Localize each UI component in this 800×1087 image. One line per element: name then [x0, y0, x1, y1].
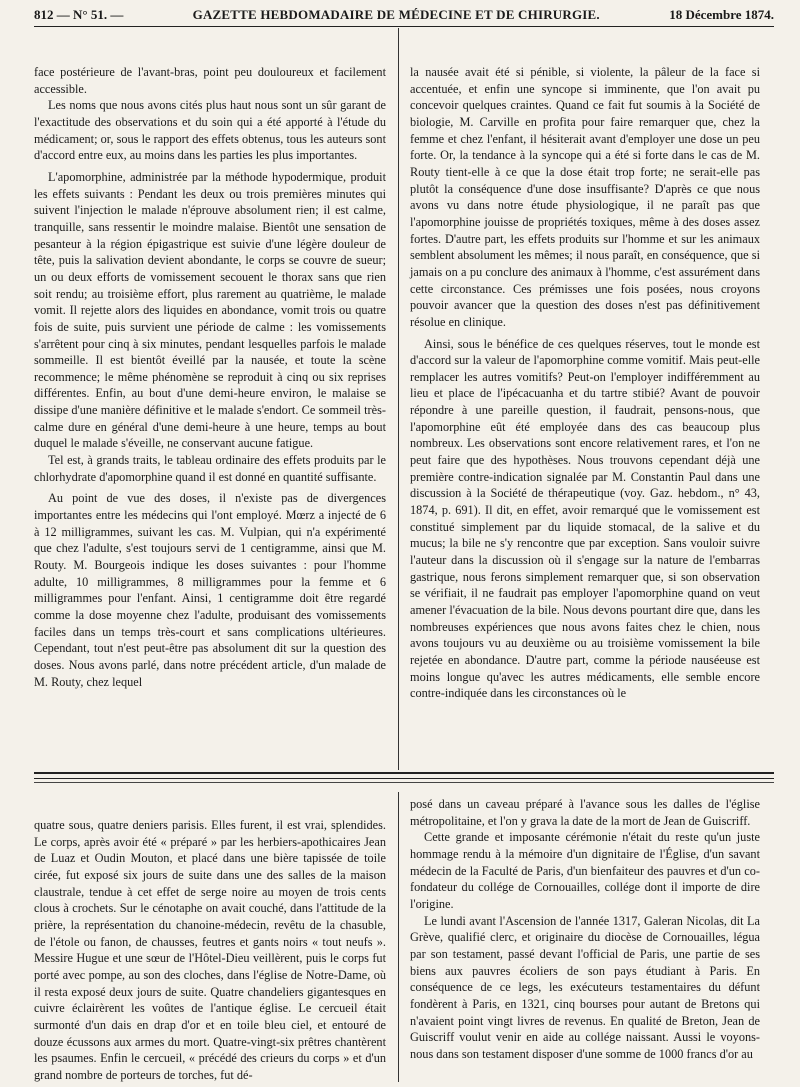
issue-date: 18 Décembre 1874.: [669, 7, 774, 22]
section-rule: [34, 778, 774, 779]
paragraph: Le lundi avant l'Ascension de l'année 1317, Galeran Nicolas, dit La Grève, qualifié clerc, et originaire du diocèse de Cornouailles, légua par son testament, passé devant l'official de Paris, une partie de ses biens aux pauvres écoliers de son pays étudiant à Paris. En conséquence de ce legs, les exécuteurs testamentaires du défunt fondèrent à Paris, en 1321, cinq bourses pour autant de Bretons qui n'avaient point vingt livres de revenus. En qualité de Breton, Jean de Guiscriff voulut venir en aide au collége naissant. Aussi le voyons-nous dans son testament disposer d'une somme de 1000 francs d'or au: [410, 913, 760, 1061]
paragraph: Les noms que nous avons cités plus haut nous sont un sûr garant de l'exactitude des observations et du soin qui a été apporté à l'étude du médicament; or, sous le rapport des effets obtenus, tous les auteurs sont d'accord entre eux, au moins dans les parties les plus importantes.: [34, 98, 386, 163]
paragraph: Tel est, à grands traits, le tableau ordinaire des effets produits par le chlorhydrate d'apomorphine quand il est donné en quantité suffisante.: [34, 453, 386, 484]
column-divider: [398, 792, 399, 1082]
paragraph: face postérieure de l'avant-bras, point peu douloureux et facilement accessible.: [34, 65, 386, 96]
paragraph: Cette grande et imposante cérémonie n'était du reste qu'un juste hommage rendu à la mémoire d'un dignitaire de l'Église, d'un savant médecin de la Faculté de Paris, d'un bienfaiteur des pauvres et d'un co-fondateur du collége de Cornouailles, collége dont il importe de dire l'origine.: [410, 830, 760, 911]
journal-title: GAZETTE HEBDOMADAIRE DE MÉDECINE ET DE CHIRURGIE.: [192, 7, 600, 22]
page-number: 812 — N° 51. —: [34, 7, 124, 22]
column-top-right: [410, 64, 760, 702]
column-bottom-left: [34, 817, 386, 1084]
column-bottom-right: [410, 796, 760, 1063]
paragraph: la nausée avait été si pénible, si violente, la pâleur de la face si accentuée, et enfin une syncope si imminente, que l'on avait pu concevoir quelques craintes. Quand ce fait fut soumis à la Société de biologie, M. Carville en profita pour faire remarquer que, chez la femme et chez l'enfant, il hésiterait avant d'employer une dose un peu forte. Or, la tendance à la syncope qui a été si forte dans le cas de M. Routy tient-elle à ce que la dose était trop forte; ne serait-elle pas plutôt la conséquence d'une dose insuffisante? D'après ce que nous avons vu dans notre étude physiologique, il ne paraît pas que l'apomorphine jouisse de propriétés toxiques, même à des doses assez fortes. D'autre part, les effets produits sur l'homme et sur les animaux semblent absolument les mêmes; il nous paraît, en conséquence, que si jamais on a pu conclure des animaux à l'homme, c'est assurément dans cette circonstance. Ces prémisses une fois posées, nous croyons pouvoir avancer que la question des doses n'est pas définitivement résolue en clinique.: [410, 65, 760, 329]
column-divider: [398, 28, 399, 770]
section-rule: [34, 782, 774, 783]
page-header: [34, 4, 774, 27]
paragraph: Au point de vue des doses, il n'existe pas de divergences importantes entre les médecins qui l'ont employé. Mœrz a injecté de 6 à 12 milligrammes, suivant les cas. M. Vulpian, qui n'a expérimenté que chez l'adulte, s'est toujours servi de 1 centigramme, ainsi que M. Routy. M. Bourgeois indique les doses suivantes : pour l'homme adulte, 10 milligrammes, 8 milligrammes pour la femme et 6 milligrammes pour l'enfant. Ainsi, 1 centigramme doit être regardé comme la dose moyenne chez l'adulte, produisant des vomissements faciles dans un temps très-court et sans complications ultérieures. Cependant, tout n'est peut-être pas absolument dit sur la question des doses. Nous avons parlé, dans notre précédent article, d'un malade de M. Routy, chez lequel: [34, 491, 386, 689]
column-top-left: [34, 64, 386, 690]
section-rule: [34, 772, 774, 774]
paragraph: Ainsi, sous le bénéfice de ces quelques réserves, tout le monde est d'accord sur la valeur de l'apomorphine comme vomitif. Mais peut-elle remplacer les autres vomitifs? Peut-on l'employer indifféremment au lieu et place de l'ipécacuanha et du tartre stibié? Avant de pouvoir répondre à une pareille question, il faudrait, pensons-nous, que l'apomorphine eût été employée dans des cas beaucoup plus nombreux. Les observations sont encore relativement rares, et l'on ne peut faire que des hypothèses. Nous trouvons cependant déjà une première contre-indication signalée par M. Constantin Paul dans une discussion à la Société de thérapeutique (voy. Gaz. hebdom., n° 43, 1874, p. 691). Il dit, en effet, avoir remarqué que le vomissement est constitué simplement par du liquide stomacal, de la salive et du mucus; la bile ne s'y rencontre que par exception. Sans vouloir suivre l'auteur dans la discussion où il s'engage sur la nature de l'embarras gastrique, nous ferons simplement remarquer que, si son observation se vérifiait, il ne faudrait pas employer l'apomorphine quand on veut amener l'évacuation de la bile. Nous devons pourtant dire que, dans les nombreuses expériences que nous avons faites chez le chien, nous avons toujours vu au deuxième ou au troisième vomissement la bile rejetée en abondance. D'autre part, comme la période nauséeuse est moins longue qu'avec les autres médicaments, elle semble encore contre-indiquée dans les circonstances où le: [410, 336, 760, 701]
paragraph: posé dans un caveau préparé à l'avance sous les dalles de l'église métropolitaine, et l'on y grava la date de la mort de Jean de Guiscriff.: [410, 797, 760, 828]
paragraph: quatre sous, quatre deniers parisis. Elles furent, il est vrai, splendides. Le corps, après avoir été « préparé » par les herbiers-apothicaires Jean de Luaz et Oudin Mouton, et placé dans une bière tapissée de toile cirée, fut exposé six jours de suite dans une des salles de la maison claustrale, tendue à cet effet de serge noire au moyen de trois cents clous à crochets. Sur le cénotaphe on avait couché, dans l'attitude de la prière, la représentation du chanoine-médecin, revêtu de la chasuble, de l'étole ou fanon, de chausses, feutres et gants noirs « tout neufs ». Messire Hugue et une sœur de l'Hôtel-Dieu veillèrent, puis le corps fut porté avec pompe, au son des cloches, dans l'église de Notre-Dame, où il resta exposé deux jours de suite. Quatre chandeliers gigantesques en cuivre éclairèrent les voûtes de l'antique église. Le cercueil était surmonté d'un dais en drap d'or et en toile bleu ciel, et entouré de douze écussons aux armes du mort. Quatre-vingt-six prêtres chantèrent les psaumes. Enfin le cercueil, « précédé des crieurs du corps » et d'un grand nombre de porteurs de torches, fut dé-: [34, 818, 386, 1082]
paragraph: L'apomorphine, administrée par la méthode hypodermique, produit les effets suivants : Pendant les deux ou trois premières minutes qui suivent l'injection le malade n'éprouve absolument rien; il est calme, tranquille, sans ressentir le moindre malaise. Bientôt une sensation de pesanteur à la région épigastrique est suivie d'une légère douleur de tête, puis la salivation devient abondante, le corps se couvre de sueur; un ou deux efforts de vomissement secouent le thorax sans que rien soit rendu; au troisième effort, plus rarement au quatrième, le malade vomit. Il rejette alors des liquides en abondance, vomit trois ou quatre fois de suite, puis survient une période de calme : les vomissements s'arrêtent pour cinq à six minutes, pendant lesquelles parfois le malade sommeille. Il est bientôt éveillé par la nausée, et toute la scène recommence; le même phénomène se reproduit à cinq ou six reprises différentes. Enfin, au bout d'une demi-heure environ, le malaise se dissipe d'une manière définitive et le malade s'endort. Ce sommeil très-calme dure en général d'une demi-heure à une heure, temps au bout duquel le malade s'éveille, ne conservant aucune fatigue.: [34, 169, 386, 451]
